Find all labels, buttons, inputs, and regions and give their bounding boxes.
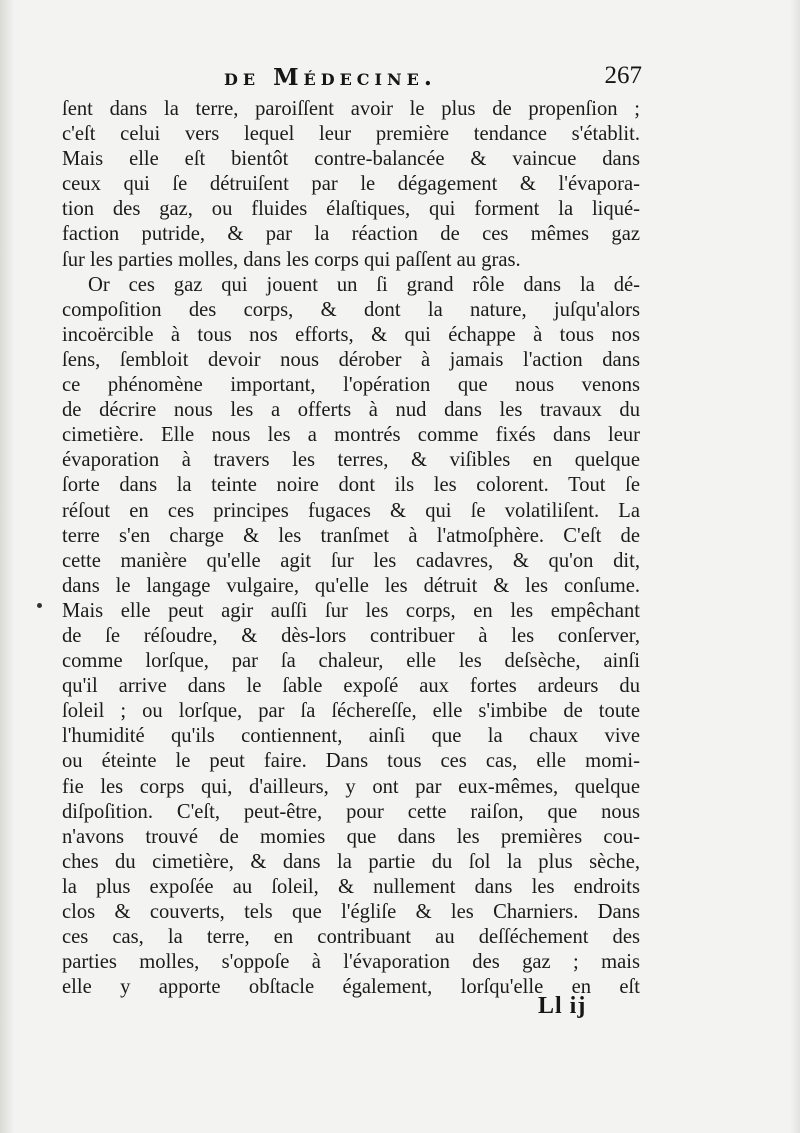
text-line: terre s'en charge & les tranſmet à l'atmoſphère. C'eſt de — [62, 524, 640, 547]
page-edge-shadow — [790, 0, 800, 1133]
text-line: faction putride, & par la réaction de ces mêmes gaz — [62, 223, 640, 246]
text-line: diſpoſition. C'eſt, peut-être, pour cette raiſon, que nous — [62, 800, 640, 823]
text-line: cimetière. Elle nous les a montrés comme fixés dans leur — [62, 424, 640, 447]
text-line: tion des gaz, ou fluides élaſtiques, qui forment la liqué- — [62, 198, 640, 221]
text-line: ſens, ſembloit devoir nous dérober à jamais l'action dans — [62, 348, 640, 371]
text-line: la plus expoſée au ſoleil, & nullement dans les endroits — [62, 875, 640, 898]
text-line: n'avons trouvé de momies que dans les premières cou- — [62, 825, 640, 848]
text-line: Mais elle peut agir auſſi ſur les corps, en les empêchant — [62, 599, 640, 622]
text-line: ſorte dans la teinte noire dont ils les colorent. Tout ſe — [62, 474, 640, 497]
page-gutter-shadow — [0, 0, 14, 1133]
text-line: compoſition des corps, & dont la nature, juſqu'alors — [62, 298, 640, 321]
text-line: réſout en ces principes fugaces & qui ſe volatiliſent. La — [62, 499, 640, 522]
page-number: 267 — [604, 62, 642, 89]
text-line: clos & couverts, tels que l'égliſe & les Charniers. Dans — [62, 901, 640, 923]
text-line: c'eſt celui vers lequel leur première tendance s'établit. — [62, 123, 640, 146]
text-line: ſur les parties molles, dans les corps qui paſſent au gras. — [62, 248, 521, 271]
text-line: de ſe réſoudre, & dès-lors contribuer à les conſerver, — [62, 624, 640, 647]
text-line: ou éteinte le peut faire. Dans tous ces cas, elle momi- — [62, 750, 640, 773]
text-line: ches du cimetière, & dans la partie du ſol la plus sèche, — [62, 850, 640, 873]
text-line: Mais elle eſt bientôt contre-balancée & vaincue dans — [62, 148, 640, 171]
text-line: ceux qui ſe détruiſent par le dégagement & l'évapora- — [62, 173, 640, 196]
text-line: incoërcible à tous nos efforts, & qui échappe à tous nos — [62, 323, 640, 346]
text-line: de décrire nous les a offerts à nud dans les travaux du — [62, 399, 640, 422]
text-line: comme lorſque, par ſa chaleur, elle les deſsèche, ainſi — [62, 650, 640, 673]
text-line: elle y apporte obſtacle également, lorſqu'elle en eſt — [62, 976, 640, 999]
text-line: dans le langage vulgaire, qu'elle les détruit & les conſume. — [62, 574, 640, 597]
text-line: ſoleil ; ou lorſque, par ſa ſéchereſſe, elle s'imbibe de toute — [62, 700, 640, 723]
signature-mark: Ll ij — [538, 993, 587, 1019]
text-line: Or ces gaz qui jouent un ſi grand rôle dans la dé- — [88, 273, 640, 296]
text-line: ces cas, la terre, en contribuant au deſſéchement des — [62, 926, 640, 949]
text-line: évaporation à travers les terres, & viſibles en quelque — [62, 449, 640, 472]
text-line: parties molles, s'oppoſe à l'évaporation des gaz ; mais — [62, 951, 640, 974]
text-line: qu'il arrive dans le ſable expoſé aux fortes ardeurs du — [62, 675, 640, 698]
text-line: fie les corps qui, d'ailleurs, y ont par eux-mêmes, quelque — [62, 775, 640, 798]
text-line: l'humidité qu'ils contiennent, ainſi que la chaux vive — [62, 725, 640, 748]
running-title: de Médecine. — [224, 64, 437, 91]
text-line: ce phénomène important, l'opération que nous venons — [62, 374, 640, 397]
margin-ink-mark — [37, 603, 42, 608]
text-line: cette manière qu'elle agit ſur les cadavres, & qu'on dit, — [62, 549, 640, 572]
body-text — [62, 97, 640, 1000]
text-line: ſent dans la terre, paroiſſent avoir le plus de propenſion ; — [62, 98, 640, 120]
